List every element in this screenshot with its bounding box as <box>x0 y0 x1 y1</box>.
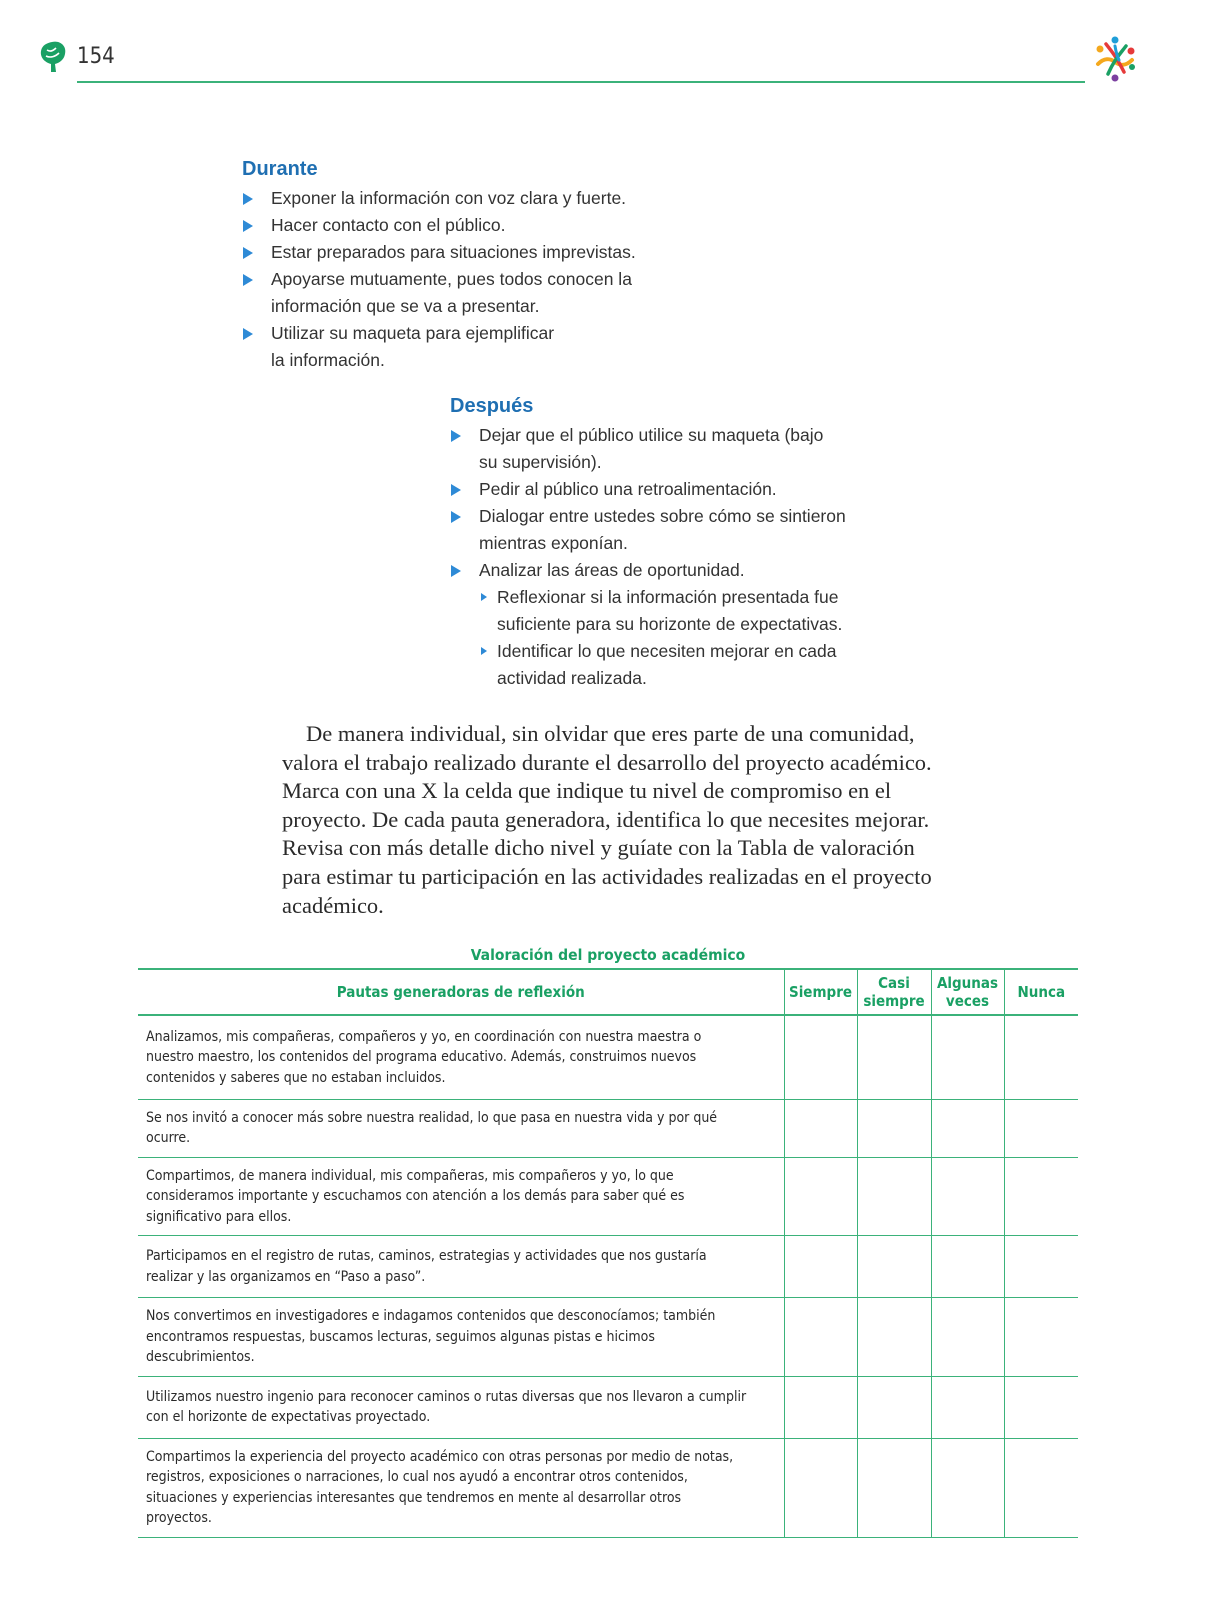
bullet-arrow-icon <box>451 565 461 577</box>
nunca-cell[interactable] <box>1004 1298 1078 1377</box>
algunas-veces-cell[interactable] <box>931 1376 1004 1438</box>
nunca-cell[interactable] <box>1004 1438 1078 1537</box>
despues-sublist <box>479 584 849 692</box>
table-row <box>138 1099 1078 1157</box>
algunas-veces-cell[interactable] <box>931 1298 1004 1377</box>
list-item-text: Apoyarse mutuamente, pues todos conocen la información que se va a presentar. <box>271 269 632 316</box>
nunca-cell[interactable] <box>1004 1236 1078 1298</box>
casi-siempre-cell[interactable] <box>857 1099 931 1157</box>
bullet-arrow-icon <box>451 484 461 496</box>
casi-siempre-cell[interactable] <box>857 1376 931 1438</box>
despues-title: Después <box>450 395 534 417</box>
list-item-text: Dejar que el público utilice su maqueta (bajo su supervisión). <box>479 425 824 472</box>
bullet-arrow-small-icon <box>481 593 487 601</box>
casi-siempre-cell[interactable] <box>857 1298 931 1377</box>
nunca-cell[interactable] <box>1004 1099 1078 1157</box>
bullet-arrow-icon <box>243 220 253 232</box>
nunca-cell[interactable] <box>1004 1376 1078 1438</box>
list-item <box>450 422 839 476</box>
list-item-text: Analizar las áreas de oportunidad. <box>479 560 745 580</box>
column-header-casi-siempre: Casi siempre <box>857 969 931 1015</box>
nunca-cell[interactable] <box>1004 1157 1078 1236</box>
table-row <box>138 1015 1078 1099</box>
bullet-arrow-small-icon <box>481 647 487 655</box>
siempre-cell[interactable] <box>784 1376 857 1438</box>
siempre-cell[interactable] <box>784 1236 857 1298</box>
siempre-cell[interactable] <box>784 1099 857 1157</box>
table-row <box>138 1157 1078 1236</box>
nunca-cell[interactable] <box>1004 1015 1078 1099</box>
table-row <box>138 1236 1078 1298</box>
pauta-cell: Utilizamos nuestro ingenio para reconocer caminos o rutas diversas que nos llevaron a cumplir con el horizonte de expectativas proyectado. <box>138 1376 784 1438</box>
durante-list <box>242 185 652 374</box>
table-row <box>138 1298 1078 1377</box>
list-item-text: Utilizar su maqueta para ejemplificar la información. <box>271 323 555 370</box>
bullet-arrow-icon <box>243 193 253 205</box>
sub-list-item-text: Reflexionar si la información presentada fue suficiente para su horizonte de expectativas. <box>497 587 843 634</box>
column-header-nunca: Nunca <box>1004 969 1078 1015</box>
algunas-veces-cell[interactable] <box>931 1157 1004 1236</box>
instructions-paragraph: De manera individual, sin olvidar que eres parte de una comunidad, valora el trabajo realizado durante el desarrollo del proyecto académico. Marca con una X la celda que indique tu nivel de compromiso en el proyecto. De cada pauta generadora, identifica lo que necesites mejorar. Revisa con más detalle dicho nivel y guíate con la Tabla de valoración para estimar tu participación en las actividades realizadas en el proyecto académico. <box>282 721 932 918</box>
siempre-cell[interactable] <box>784 1157 857 1236</box>
pauta-cell: Se nos invitó a conocer más sobre nuestra realidad, lo que pasa en nuestra vida y por qué ocurre. <box>138 1099 784 1157</box>
casi-siempre-cell[interactable] <box>857 1438 931 1537</box>
siempre-cell[interactable] <box>784 1438 857 1537</box>
list-item-text: Pedir al público una retroalimentación. <box>479 479 777 499</box>
bullet-arrow-icon <box>451 511 461 523</box>
list-item <box>242 266 652 320</box>
siempre-cell[interactable] <box>784 1298 857 1377</box>
valoracion-table <box>138 968 1078 1538</box>
list-item <box>242 239 652 266</box>
pauta-cell: Analizamos, mis compañeras, compañeros y yo, en coordinación con nuestra maestra o nuestro maestro, los contenidos del programa educativo. Además, construimos nuevos contenidos y saberes que no estaban incluidos. <box>138 1015 784 1099</box>
column-header-siempre: Siempre <box>784 969 857 1015</box>
column-header-pautas: Pautas generadoras de reflexión <box>138 969 784 1015</box>
algunas-veces-cell[interactable] <box>931 1438 1004 1537</box>
list-item <box>450 557 870 692</box>
pauta-cell: Participamos en el registro de rutas, caminos, estrategias y actividades que nos gustaría realizar y las organizamos en “Paso a paso”. <box>138 1236 784 1298</box>
list-item <box>242 320 571 374</box>
table-row <box>138 1376 1078 1438</box>
durante-title: Durante <box>242 158 318 180</box>
pauta-cell: Compartimos la experiencia del proyecto académico con otras personas por medio de notas, registros, exposiciones o narraciones, lo cual nos ayudó a encontrar otros contenidos, situaciones y experiencias interesantes que tendremos en mente al desarrollar otros proyectos. <box>138 1438 784 1537</box>
header-rule <box>77 81 1085 83</box>
column-header-algunas-veces: Algunas veces <box>931 969 1004 1015</box>
list-item <box>450 503 870 557</box>
table-row <box>138 1438 1078 1537</box>
algunas-veces-cell[interactable] <box>931 1015 1004 1099</box>
bullet-arrow-icon <box>243 328 253 340</box>
table-header-row <box>138 969 1078 1015</box>
bullet-arrow-icon <box>243 247 253 259</box>
casi-siempre-cell[interactable] <box>857 1236 931 1298</box>
algunas-veces-cell[interactable] <box>931 1099 1004 1157</box>
list-item <box>450 476 870 503</box>
casi-siempre-cell[interactable] <box>857 1015 931 1099</box>
list-item <box>242 185 652 212</box>
pauta-cell: Compartimos, de manera individual, mis compañeras, mis compañeros y yo, lo que consideramos importante y escuchamos con atención a los demás para saber qué es significativo para ellos. <box>138 1157 784 1236</box>
bullet-arrow-icon <box>243 274 253 286</box>
list-item-text: Estar preparados para situaciones imprevistas. <box>271 242 636 262</box>
community-logo-icon <box>1090 34 1140 84</box>
despues-list <box>450 422 870 692</box>
list-item-text: Hacer contacto con el público. <box>271 215 506 235</box>
page-number: 154 <box>77 44 115 69</box>
list-item-text: Dialogar entre ustedes sobre cómo se sintieron mientras exponían. <box>479 506 846 553</box>
sub-list-item <box>479 638 849 692</box>
table-caption: Valoración del proyecto académico <box>470 946 746 964</box>
list-item <box>242 212 652 239</box>
casi-siempre-cell[interactable] <box>857 1157 931 1236</box>
bullet-arrow-icon <box>451 430 461 442</box>
siempre-cell[interactable] <box>784 1015 857 1099</box>
pauta-cell: Nos convertimos en investigadores e indagamos contenidos que desconocíamos; también encontramos respuestas, buscamos lecturas, seguimos algunas pistas e hicimos descubrimientos. <box>138 1298 784 1377</box>
algunas-veces-cell[interactable] <box>931 1236 1004 1298</box>
sub-list-item <box>479 584 849 638</box>
sub-list-item-text: Identificar lo que necesiten mejorar en cada actividad realizada. <box>497 641 837 688</box>
list-item-text: Exponer la información con voz clara y fuerte. <box>271 188 627 208</box>
leaf-icon <box>38 40 68 74</box>
